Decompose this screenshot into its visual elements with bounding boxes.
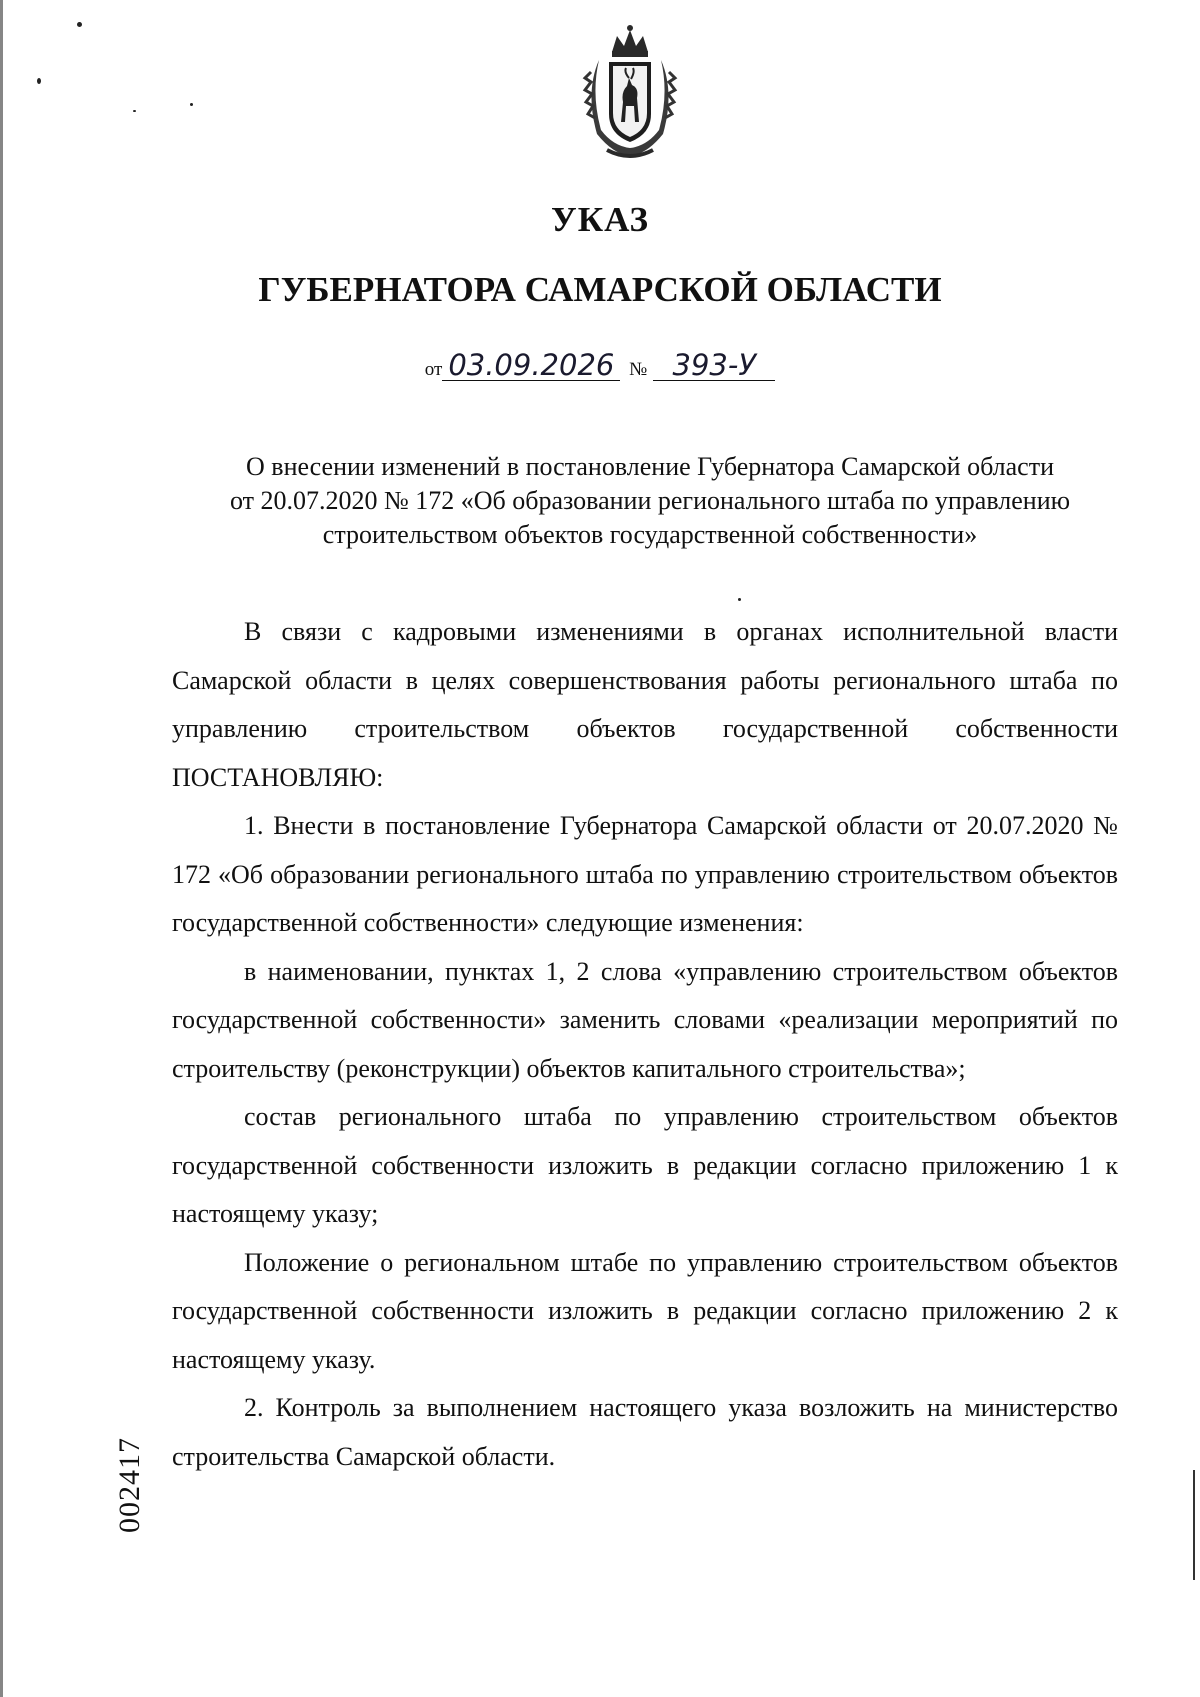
scan-margin-mark	[1193, 1470, 1195, 1580]
scan-speck	[190, 103, 193, 106]
subject-line-2: от 20.07.2020 № 172 «Об образовании регионального штаба по управлению	[229, 486, 1071, 515]
scan-speck	[738, 598, 741, 601]
handwritten-number: 393-У	[653, 350, 775, 381]
scan-speck	[37, 78, 41, 84]
change-a-paragraph: в наименовании, пунктах 1, 2 слова «управлению строительством объектов государственной собственности» заменить словами «реализации мероприятий по строительству (реконструкции) объектов капитального строительства»;	[172, 956, 1118, 1083]
page-left-edge	[0, 0, 3, 1697]
date-number-line	[0, 350, 1200, 381]
date-prefix: от	[424, 359, 443, 380]
coat-of-arms-icon	[577, 22, 683, 162]
item-1-paragraph: 1. Внести в постановление Губернатора Самарской области от 20.07.2020 № 172 «Об образовании регионального штаба по управлению строительством объектов государственной собственности» следующие изменения:	[172, 811, 1118, 937]
document-type-heading: УКАЗ	[551, 200, 649, 239]
number-sign: №	[629, 359, 648, 380]
scan-speck	[77, 22, 82, 27]
change-c-paragraph: Положение о региональном штабе по управлению строительством объектов государственной собственности изложить в редакции согласно приложению 2 к настоящему указу.	[172, 1247, 1118, 1374]
side-serial-stamp	[100, 1410, 160, 1560]
preamble-paragraph: В связи с кадровыми изменениями в органах исполнительной власти Самарской области в целях совершенствования работы регионального штаба по управлению строительством объектов государственной собственности	[172, 617, 1118, 743]
document-body	[172, 608, 1118, 1481]
serial-number: 002417	[113, 1437, 146, 1533]
subject-line-3: строительством объектов государственной собственности»	[322, 520, 978, 549]
subject-line-1: О внесении изменений в постановление Губернатора Самарской области	[246, 452, 1054, 481]
decree-word: ПОСТАНОВЛЯЮ:	[172, 762, 384, 792]
document-subject	[190, 450, 1110, 552]
change-b-paragraph: состав регионального штаба по управлению строительством объектов государственной собственности изложить в редакции согласно приложению 1 к настоящему указу;	[172, 1102, 1118, 1228]
scan-speck	[133, 110, 136, 112]
item-2-paragraph: 2. Контроль за выполнением настоящего указа возложить на министерство строительства Самарской области.	[172, 1393, 1118, 1471]
issuer-heading: ГУБЕРНАТОРА САМАРСКОЙ ОБЛАСТИ	[258, 270, 942, 309]
handwritten-date: 03.09.2026	[442, 350, 620, 381]
